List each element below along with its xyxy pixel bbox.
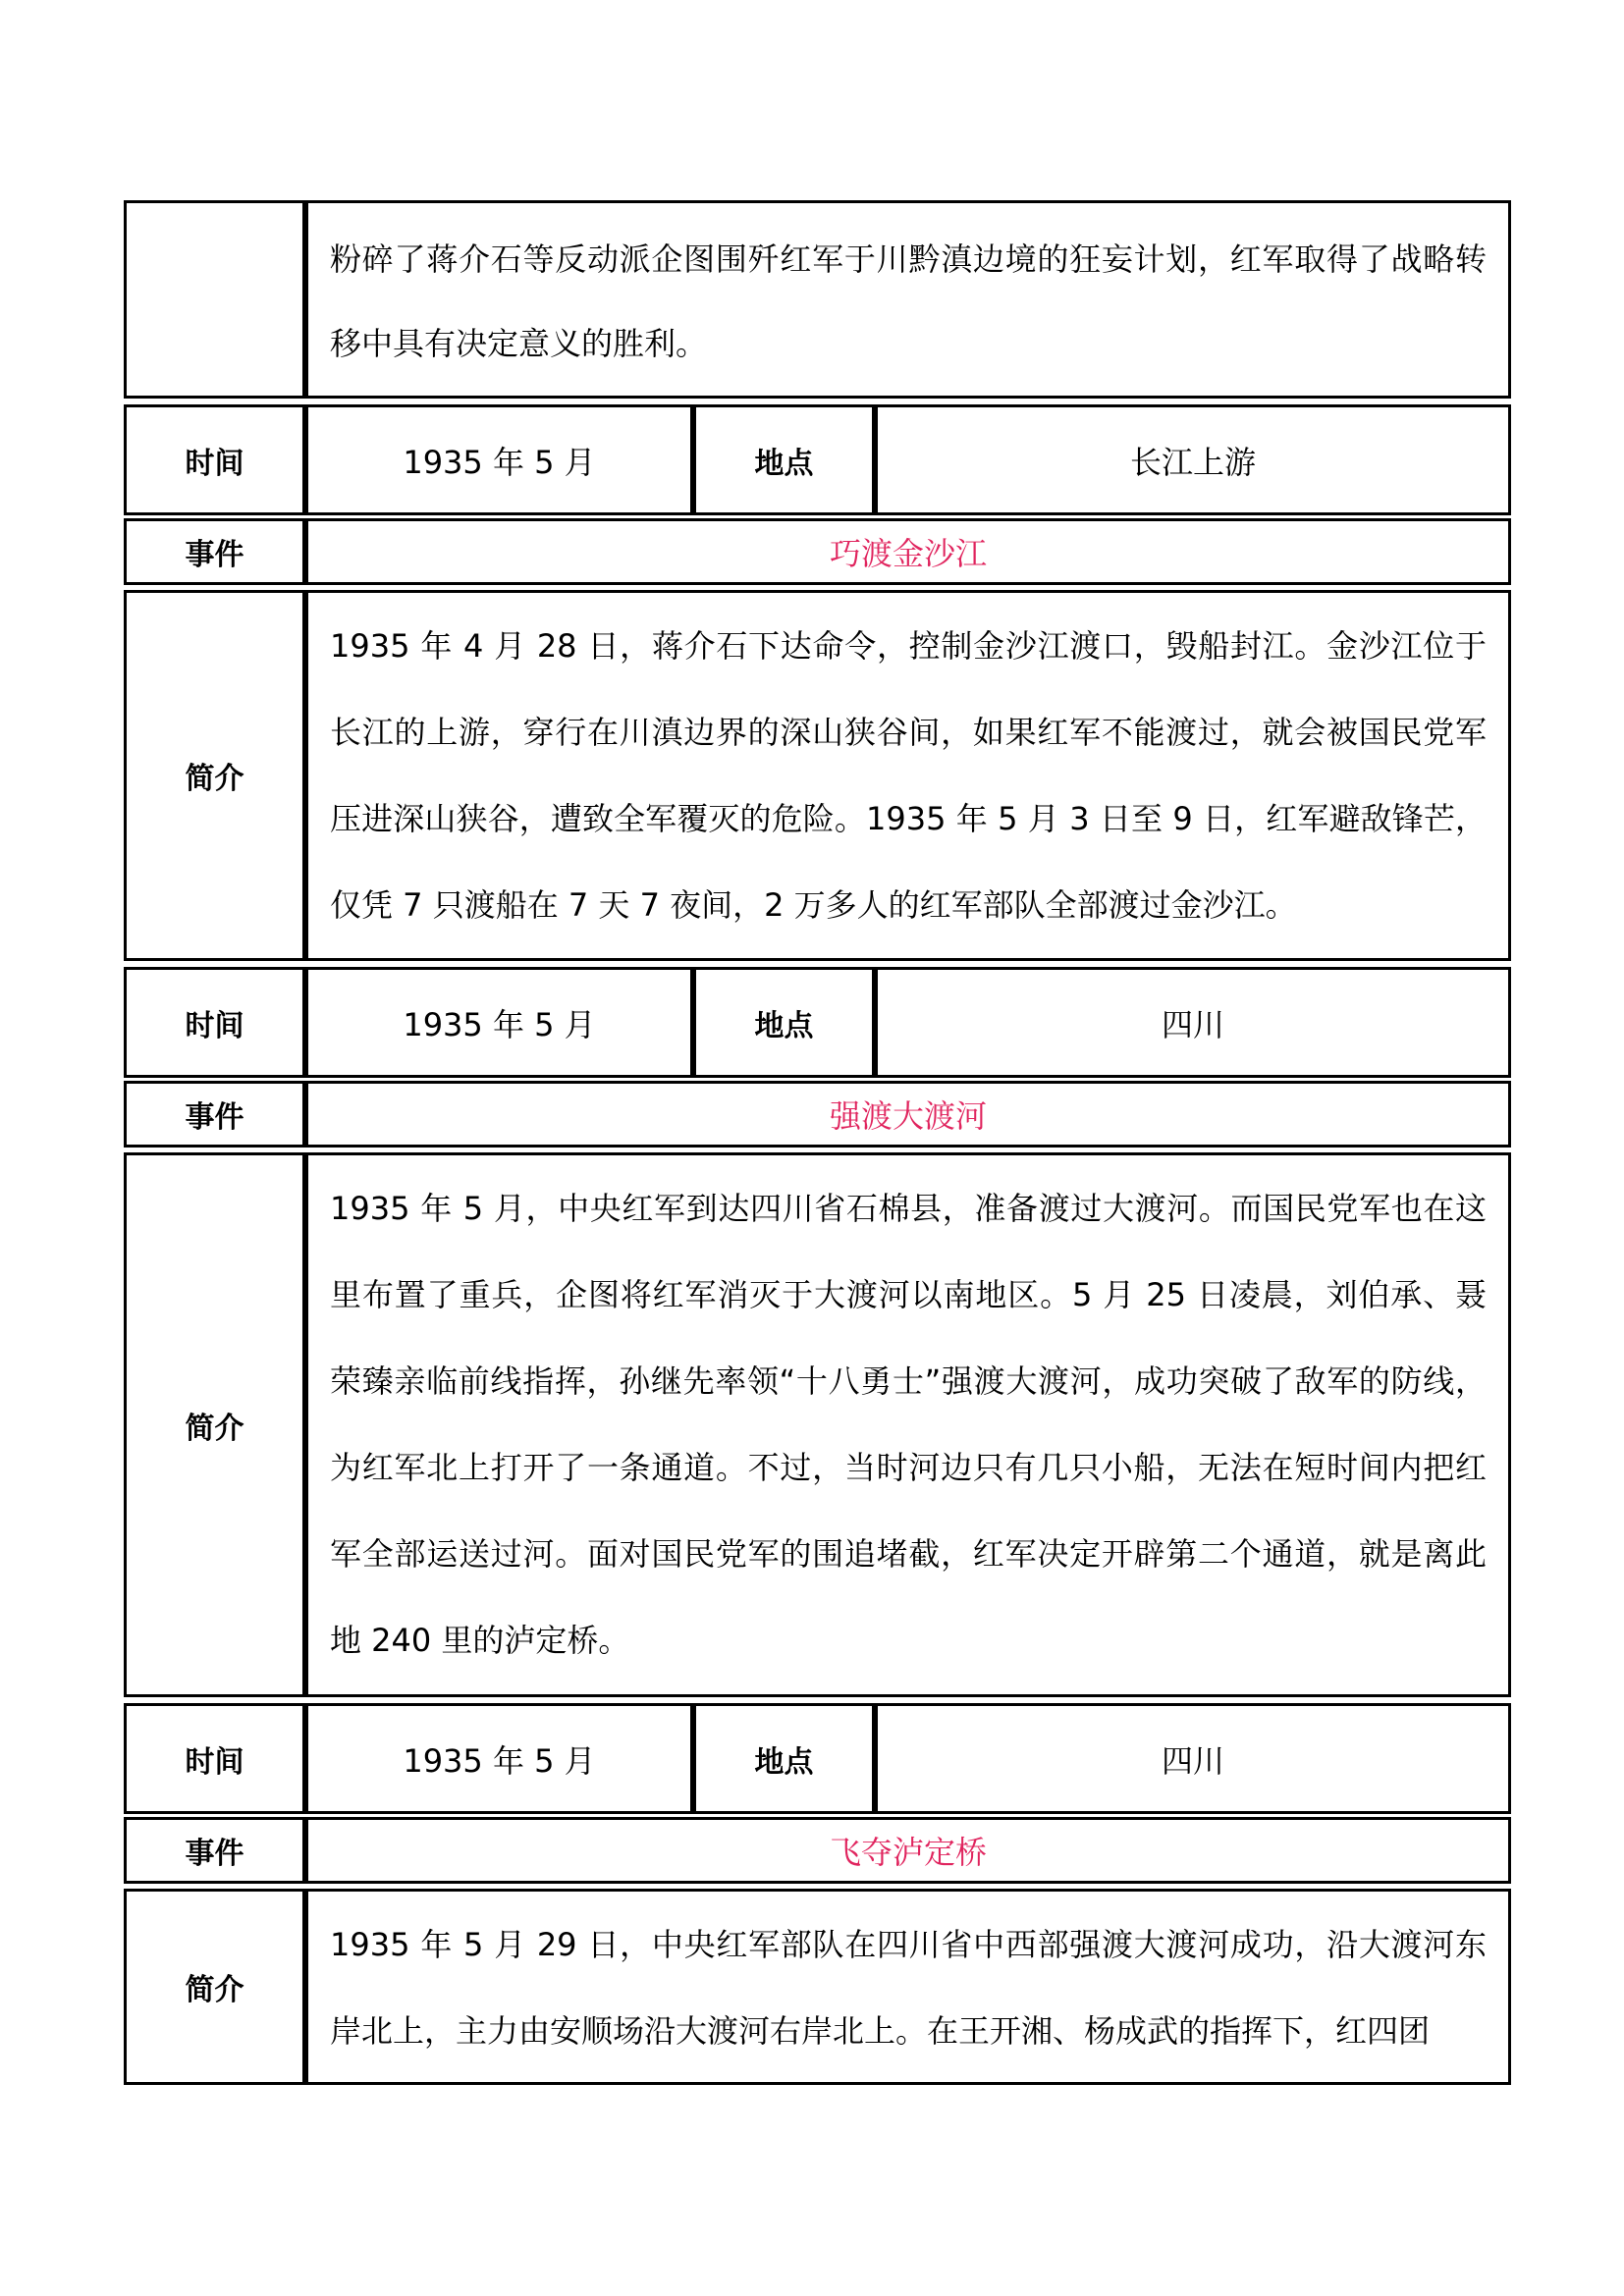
record-2-place-label: 地点 bbox=[693, 967, 875, 1078]
record-2-summary-label: 简介 bbox=[124, 1152, 305, 1697]
record-1-event-title: 巧渡金沙江 bbox=[305, 518, 1511, 585]
record-2-time-value: 1935 年 5 月 bbox=[305, 967, 693, 1078]
record-1-summary-text: 1935 年 4 月 28 日，蒋介石下达命令，控制金沙江渡口，毁船封江。金沙江位于长江的上游，穿行在川滇边界的深山狭谷间，如果红军不能渡过，就会被国民党军压进深山狭谷，遭致全军覆灭的危险。1935 年 5 月 3 日至 9 日，红军避敌锋芒，仅凭 7 只渡船在 7 天 7 夜间，2 万多人的红军部队全部渡过金沙江。 bbox=[330, 627, 1487, 924]
record-3-summary-label: 简介 bbox=[124, 1889, 305, 2085]
continued-label-cell bbox=[124, 200, 305, 399]
record-2-summary-text: 1935 年 5 月，中央红军到达四川省石棉县，准备渡过大渡河。而国民党军也在这里布置了重兵，企图将红军消灭于大渡河以南地区。5 月 25 日凌晨，刘伯承、聂荣臻亲临前线指挥，孙继先率领“十八勇士”强渡大渡河，成功突破了敌军的防线，为红军北上打开了一条通道。不过，当时河边只有几只小船，无法在短时间内把红军全部运送过河。面对国民党军的围追堵截，红军决定开辟第二个通道，就是离此地 240 里的泸定桥。 bbox=[330, 1190, 1487, 1659]
record-3-event-title: 飞夺泸定桥 bbox=[305, 1817, 1511, 1884]
record-2-event-title: 强渡大渡河 bbox=[305, 1081, 1511, 1148]
continued-summary-text: 粉碎了蒋介石等反动派企图围歼红军于川黔滇边境的狂妄计划，红军取得了战略转移中具有决定意义的胜利。 bbox=[330, 240, 1487, 362]
record-3-place-label: 地点 bbox=[693, 1703, 875, 1814]
record-3-summary-text: 1935 年 5 月 29 日，中央红军部队在四川省中西部强渡大渡河成功，沿大渡河东岸北上，主力由安顺场沿大渡河右岸北上。在王开湘、杨成武的指挥下，红四团 bbox=[330, 1926, 1487, 2050]
record-3-time-value: 1935 年 5 月 bbox=[305, 1703, 693, 1814]
record-3-place-value: 四川 bbox=[875, 1703, 1511, 1814]
record-1-time-value: 1935 年 5 月 bbox=[305, 404, 693, 515]
record-1-time-label: 时间 bbox=[124, 404, 305, 515]
record-3-summary-cell bbox=[305, 1889, 1511, 2085]
record-2-summary-cell bbox=[305, 1152, 1511, 1697]
record-3-event-label: 事件 bbox=[124, 1817, 305, 1884]
record-2-place-value: 四川 bbox=[875, 967, 1511, 1078]
record-3-time-label: 时间 bbox=[124, 1703, 305, 1814]
record-2-event-label: 事件 bbox=[124, 1081, 305, 1148]
record-1-summary-label: 简介 bbox=[124, 590, 305, 961]
record-1-place-value: 长江上游 bbox=[875, 404, 1511, 515]
continued-summary-cell bbox=[305, 200, 1511, 399]
record-2-time-label: 时间 bbox=[124, 967, 305, 1078]
record-1-summary-cell bbox=[305, 590, 1511, 961]
record-1-event-label: 事件 bbox=[124, 518, 305, 585]
record-1-place-label: 地点 bbox=[693, 404, 875, 515]
